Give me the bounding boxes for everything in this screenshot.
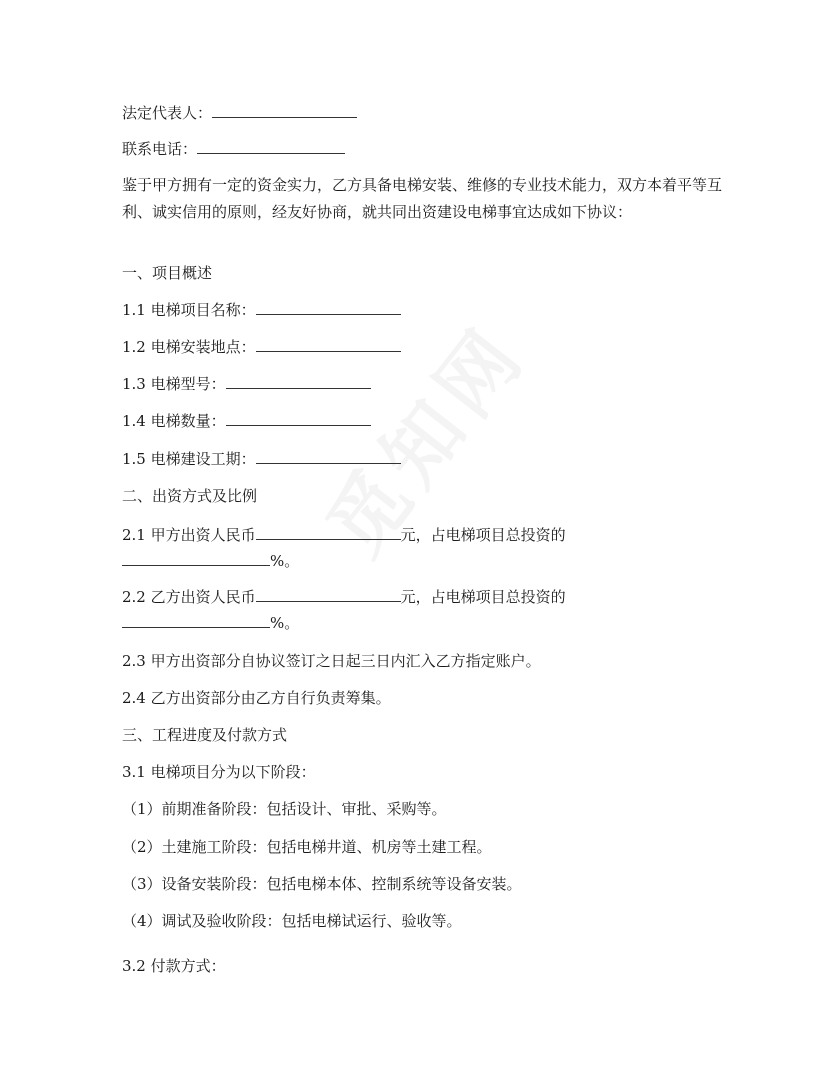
phone-label: 联系电话：	[122, 140, 198, 158]
item-2-1-percent: %。	[270, 552, 300, 570]
item-1-2	[122, 337, 401, 357]
item-1-5	[122, 449, 401, 469]
intro-paragraph: 鉴于甲方拥有一定的资金实力，乙方具备电梯安装、维修的专业技术能力，双方本着平等互利、诚实信用的原则，经友好协商，就共同出资建设电梯事宜达成如下协议：	[122, 176, 723, 221]
section2-title: 二、出资方式及比例	[122, 487, 258, 505]
item-1-1-label: 1.1 电梯项目名称：	[122, 301, 256, 319]
stage-1: （1）前期准备阶段：包括设计、审批、采购等。	[122, 800, 447, 818]
item-2-1-cont	[122, 551, 299, 571]
item-2-3: 2.3 甲方出资部分自协议签订之日起三日内汇入乙方指定账户。	[122, 652, 541, 670]
item-1-3-label: 1.3 电梯型号：	[122, 375, 226, 393]
item-1-3	[122, 374, 371, 394]
phone-line	[122, 139, 345, 159]
stage-4: （4）调试及验收阶段：包括电梯试运行、验收等。	[122, 912, 462, 930]
item-3-1: 3.1 电梯项目分为以下阶段：	[122, 763, 316, 781]
legal-rep-line	[122, 103, 357, 123]
item-2-2-percent-blank	[122, 613, 270, 628]
item-2-1-label: 2.1 甲方出资人民币	[122, 526, 256, 544]
item-2-2-cont	[122, 613, 299, 633]
item-1-5-label: 1.5 电梯建设工期：	[122, 450, 256, 468]
legal-rep-label: 法定代表人：	[122, 104, 213, 122]
item-2-1	[122, 525, 566, 545]
item-1-4-blank	[226, 411, 371, 426]
section3-title: 三、工程进度及付款方式	[122, 726, 288, 744]
item-1-5-blank	[256, 449, 401, 464]
item-1-2-blank	[256, 337, 401, 352]
item-3-2: 3.2 付款方式：	[122, 957, 226, 975]
item-1-4-label: 1.4 电梯数量：	[122, 412, 226, 430]
stage-2: （2）土建施工阶段：包括电梯井道、机房等土建工程。	[122, 838, 492, 856]
stage-3: （3）设备安装阶段：包括电梯本体、控制系统等设备安装。	[122, 875, 522, 893]
item-1-3-blank	[226, 374, 371, 389]
item-1-2-label: 1.2 电梯安装地点：	[122, 338, 256, 356]
item-1-1-blank	[256, 300, 401, 315]
item-2-2	[122, 587, 566, 607]
item-2-4: 2.4 乙方出资部分由乙方自行负责筹集。	[122, 689, 391, 707]
item-1-1	[122, 300, 401, 320]
section1-title: 一、项目概述	[122, 264, 213, 282]
item-2-2-amount-blank	[256, 587, 401, 602]
phone-blank	[197, 139, 345, 154]
item-2-1-amount-blank	[256, 525, 401, 540]
item-1-4	[122, 411, 371, 431]
item-2-2-percent: %。	[270, 614, 300, 632]
item-2-2-label: 2.2 乙方出资人民币	[122, 588, 256, 606]
item-2-1-percent-blank	[122, 551, 270, 566]
legal-rep-blank	[212, 103, 357, 118]
item-2-1-text: 元，占电梯项目总投资的	[400, 526, 566, 544]
item-2-2-text: 元，占电梯项目总投资的	[400, 588, 566, 606]
